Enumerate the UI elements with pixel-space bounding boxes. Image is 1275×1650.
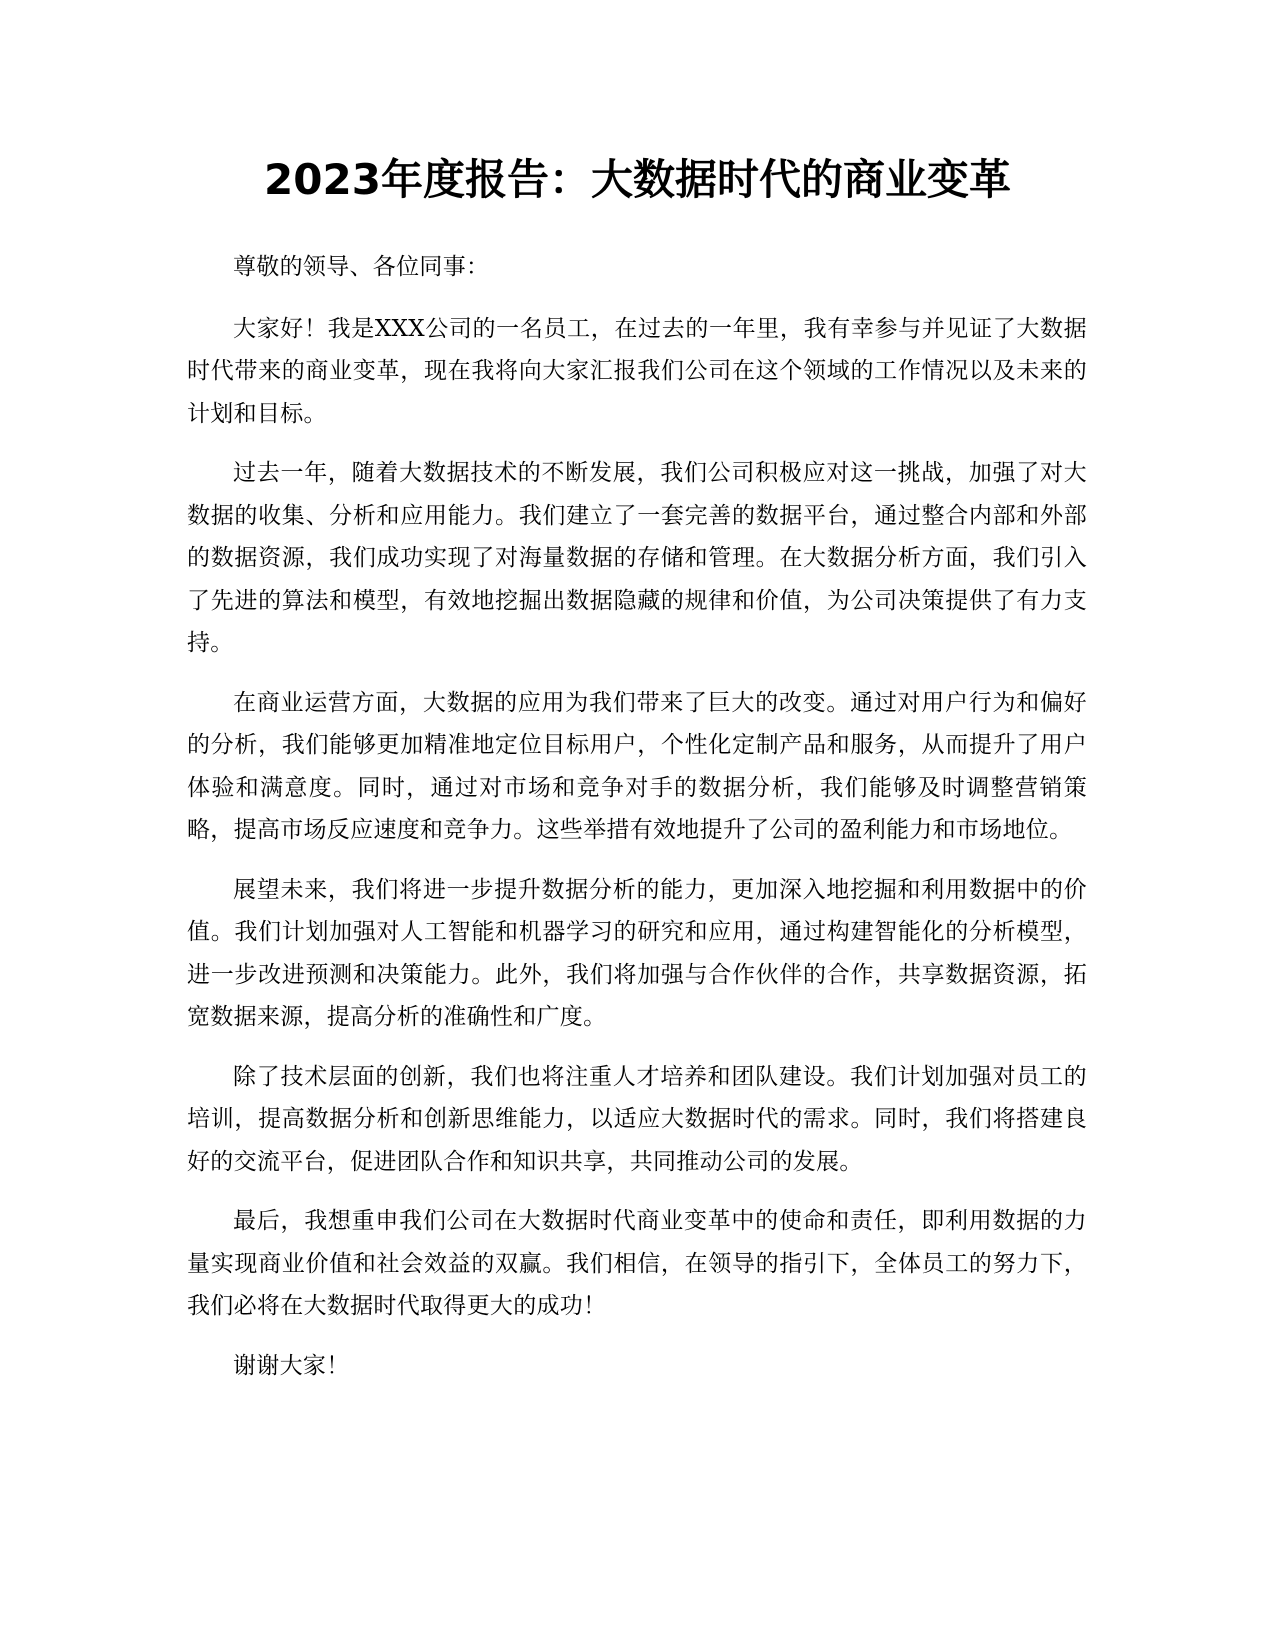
document-title: 2023年度报告：大数据时代的商业变革: [264, 155, 1011, 204]
closing-paragraph: 最后，我想重申我们公司在大数据时代商业变革中的使命和责任，即利用数据的力量实现商业价值和社会效益的双赢。我们相信，在领导的指引下，全体员工的努力下，我们必将在大数据时代取得更大的成功！: [187, 1208, 1087, 1319]
operations-paragraph: 在商业运营方面，大数据的应用为我们带来了巨大的改变。通过对用户行为和偏好的分析，我们能够更加精准地定位目标用户，个性化定制产品和服务，从而提升了用户体验和满意度。同时，通过对市场和竞争对手的数据分析，我们能够及时调整营销策略，提高市场反应速度和竞争力。这些举措有效地提升了公司的盈利能力和市场地位。: [187, 689, 1087, 843]
talent-paragraph: 除了技术层面的创新，我们也将注重人才培养和团队建设。我们计划加强对员工的培训，提高数据分析和创新思维能力，以适应大数据时代的需求。同时，我们将搭建良好的交流平台，促进团队合作和知识共享，共同推动公司的发展。: [187, 1063, 1087, 1175]
intro-paragraph: 大家好！我是XXX公司的一名员工，在过去的一年里，我有幸参与并见证了大数据时代带来的商业变革，现在我将向大家汇报我们公司在这个领域的工作情况以及未来的计划和目标。: [187, 315, 1087, 427]
thanks-paragraph: 谢谢大家！: [233, 1352, 350, 1379]
salutation-paragraph: 尊敬的领导、各位同事：: [233, 254, 490, 280]
outlook-paragraph: 展望未来，我们将进一步提升数据分析的能力，更加深入地挖掘和利用数据中的价值。我们计划加强对人工智能和机器学习的研究和应用，通过构建智能化的分析模型，进一步改进预测和决策能力。此外，我们将加强与合作伙伴的合作，共享数据资源，拓宽数据来源，提高分析的准确性和广度。: [187, 876, 1087, 1030]
document-body: [187, 246, 1087, 1404]
past-year-paragraph: 过去一年，随着大数据技术的不断发展，我们公司积极应对这一挑战，加强了对大数据的收集、分析和应用能力。我们建立了一套完善的数据平台，通过整合内部和外部的数据资源，我们成功实现了对海量数据的存储和管理。在大数据分析方面，我们引入了先进的算法和模型，有效地挖掘出数据隐藏的规律和价值，为公司决策提供了有力支持。: [187, 460, 1087, 656]
